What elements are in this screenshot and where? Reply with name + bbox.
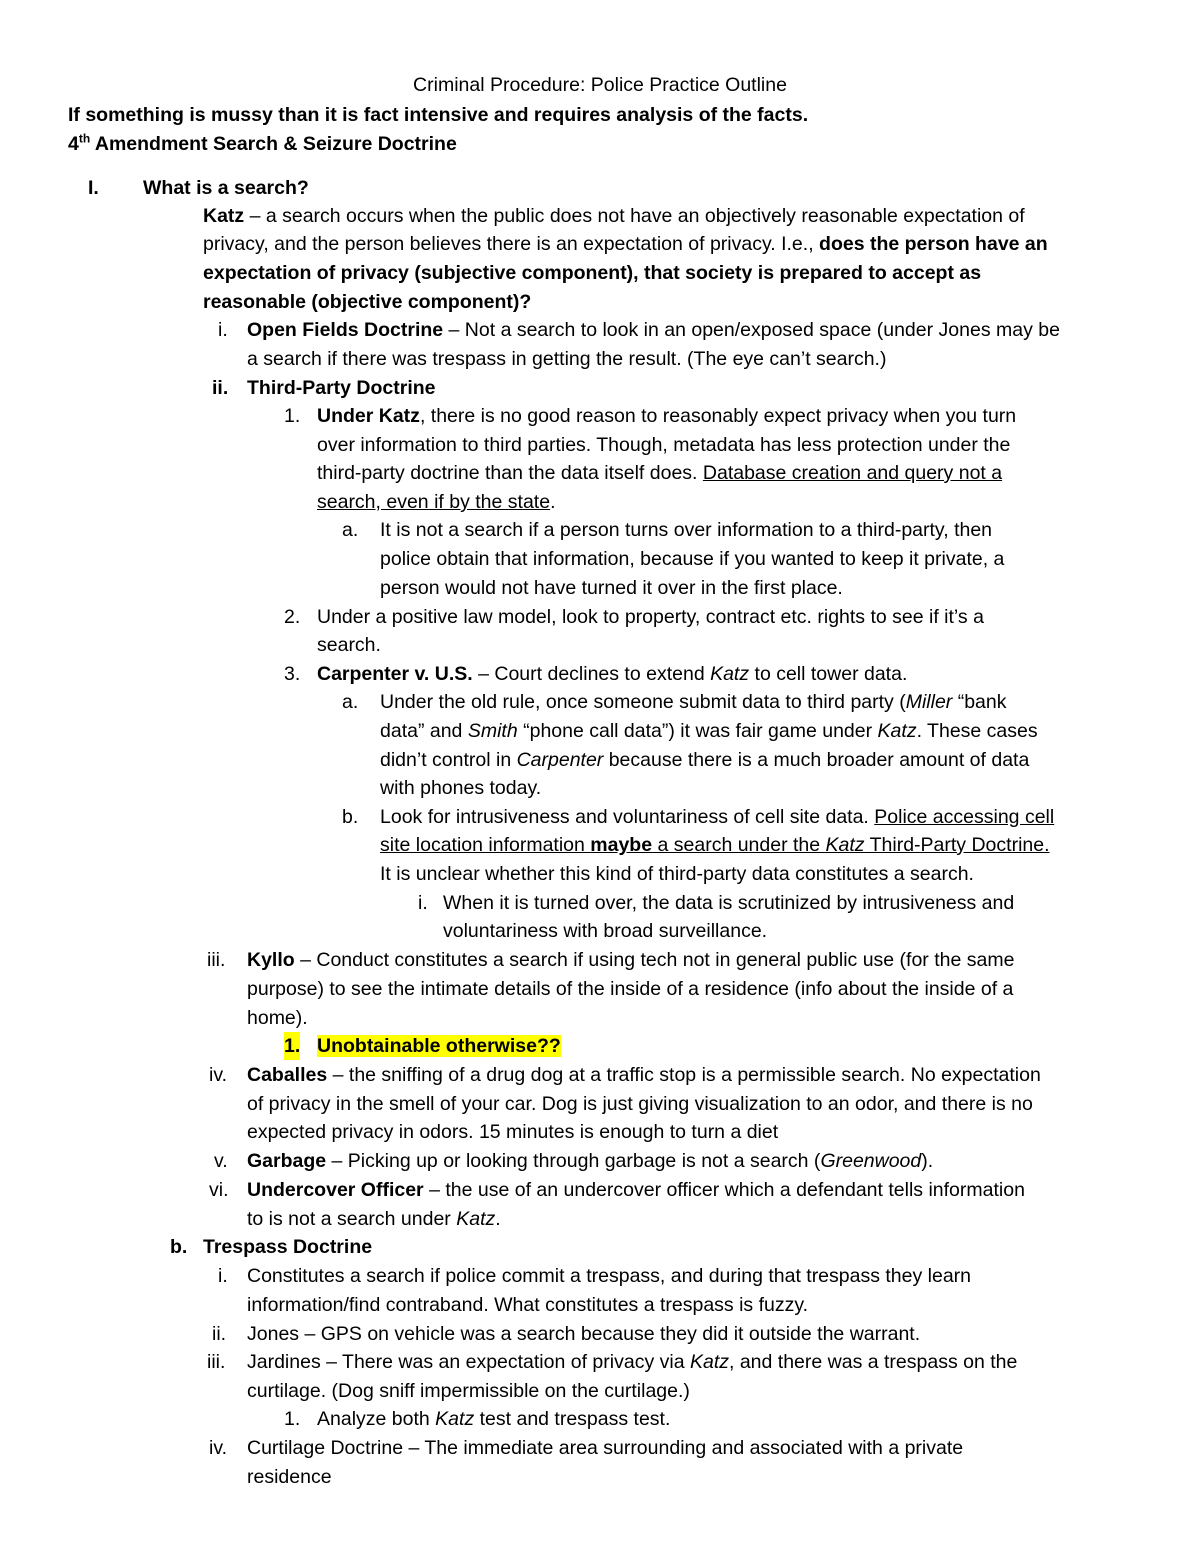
text-run: a search under the (652, 834, 826, 856)
text-run: – a search occurs when the public does not have an objectively reasonable expectation of (244, 205, 1025, 227)
line-text (203, 259, 981, 287)
text-run: . These cases (916, 720, 1038, 742)
outline-line (0, 860, 1200, 888)
outline-line (0, 1463, 1200, 1491)
outline-line (0, 545, 1200, 573)
line-text (247, 316, 1060, 344)
line-text (317, 431, 1010, 459)
line-text (247, 374, 436, 402)
outline-line (0, 202, 1200, 230)
line-text (247, 1463, 332, 1491)
text-run: Carpenter v. U.S. (317, 663, 473, 685)
text-run: “bank (952, 691, 1007, 713)
text-run: Curtilage Doctrine – The immediate area surrounding and associated with a private (247, 1437, 964, 1459)
outline-line (0, 946, 1200, 974)
outline-line (0, 889, 1200, 917)
text-run: Police accessing cell (874, 806, 1055, 828)
line-text (317, 631, 381, 659)
line-text (143, 174, 309, 202)
text-run: Smith (467, 720, 518, 742)
outline-line (0, 1118, 1200, 1146)
line-text (380, 774, 541, 802)
outline-line (0, 1090, 1200, 1118)
line-text (247, 1434, 963, 1462)
line-text (247, 345, 886, 373)
heading-post: Amendment Search & Seizure Doctrine (90, 133, 457, 155)
list-marker: 3. (284, 663, 301, 685)
outline-line (0, 660, 1200, 688)
line-text (317, 603, 984, 631)
outline-line (0, 374, 1200, 402)
list-marker: i. (218, 319, 228, 341)
text-run: Unobtainable otherwise?? (317, 1035, 561, 1057)
outline-line (0, 975, 1200, 1003)
text-run: of privacy in the smell of your car. Dog is just giving visualization to an odor, and there is no (247, 1093, 1033, 1115)
text-run: Under the old rule, once someone submit data to third party ( (380, 691, 906, 713)
list-marker: iii. (207, 949, 226, 971)
outline-line (0, 746, 1200, 774)
heading-pre: 4 (68, 133, 79, 155)
text-run: didn’t control in (380, 749, 517, 771)
line-text (380, 545, 1004, 573)
list-marker: 1. (284, 405, 301, 427)
text-run: to is not a search under (247, 1208, 457, 1230)
text-run: , and there was a trespass on the (729, 1351, 1018, 1373)
text-run: home). (247, 1007, 308, 1029)
line-text (380, 860, 974, 888)
intro-text: If something is mussy than it is fact intensive and requires analysis of the facts. (68, 104, 809, 126)
outline-line (0, 831, 1200, 859)
text-run: Under a positive law model, look to property, contract etc. rights to see if it’s a (317, 606, 984, 628)
outline-line (0, 803, 1200, 831)
text-run: a search if there was trespass in getting the result. (The eye can’t search.) (247, 348, 887, 370)
text-run: , there is no good reason to reasonably expect privacy when you turn (419, 405, 1017, 427)
text-run: third-party doctrine than the data itself does. (317, 462, 703, 484)
list-marker: 2. (284, 606, 301, 628)
text-run: When it is turned over, the data is scrutinized by intrusiveness and (443, 892, 1015, 914)
text-run: police obtain that information, because if you wanted to keep it private, a (380, 548, 1005, 570)
text-run: Jones – GPS on vehicle was a search because they did it outside the warrant. (247, 1323, 921, 1345)
text-run: ). (921, 1150, 934, 1172)
outline-line (0, 230, 1200, 258)
text-run: reasonable (objective component)? (203, 291, 532, 313)
line-text (247, 975, 1013, 1003)
text-run: Katz (825, 834, 865, 856)
list-marker: I. (88, 177, 99, 199)
text-run: – the sniffing of a drug dog at a traffic stop is a permissible search. No expectation (327, 1064, 1041, 1086)
line-text (317, 1405, 670, 1433)
outline-line (0, 1147, 1200, 1175)
text-run: privacy, and the person believes there is an expectation of privacy. I.e., (203, 233, 820, 255)
text-run: Jardines – There was an expectation of privacy via (247, 1351, 690, 1373)
text-run: Third-Party Doctrine. (864, 834, 1050, 856)
outline-line (0, 174, 1200, 202)
line-text (380, 717, 1038, 745)
text-run: It is unclear whether this kind of third-party data constitutes a search. (380, 863, 974, 885)
outline-line (0, 402, 1200, 430)
text-run: site location information (380, 834, 591, 856)
text-run: search, even if by the state (317, 491, 551, 513)
outline-line (0, 688, 1200, 716)
list-marker: i. (418, 892, 428, 914)
text-run: information/find contraband. What constitutes a trespass is fuzzy. (247, 1294, 809, 1316)
outline-line (0, 603, 1200, 631)
line-text (247, 1176, 1025, 1204)
line-text (203, 288, 531, 316)
list-marker: 1. (284, 1032, 300, 1060)
line-text (247, 946, 1014, 974)
line-text (247, 1348, 1017, 1376)
outline-line (0, 1405, 1200, 1433)
text-run: Third-Party Doctrine (247, 377, 436, 399)
line-text (380, 574, 843, 602)
text-run: – Court declines to extend (472, 663, 711, 685)
text-run: It is not a search if a person turns over information to a third-party, then (380, 519, 993, 541)
text-run: What is a search? (143, 177, 309, 199)
text-run: Katz (435, 1408, 475, 1430)
outline-line (0, 1205, 1200, 1233)
outline-line (0, 917, 1200, 945)
outline-line (0, 1434, 1200, 1462)
text-run: expected privacy in odors. 15 minutes is enough to turn a diet (247, 1121, 779, 1143)
text-run: Open Fields Doctrine (247, 319, 444, 341)
list-marker: ii. (212, 377, 229, 399)
list-marker: b. (342, 806, 359, 828)
title-text: Criminal Procedure: Police Practice Outline (413, 74, 787, 96)
outline-line (0, 774, 1200, 802)
outline-line (0, 1004, 1200, 1032)
list-marker: ii. (212, 1323, 227, 1345)
outline-line (0, 516, 1200, 544)
text-run: data” and (380, 720, 468, 742)
outline-line (0, 717, 1200, 745)
text-run: person would not have turned it over in the first place. (380, 577, 843, 599)
line-text (247, 1147, 933, 1175)
text-run: “phone call data”) it was fair game under (517, 720, 878, 742)
text-run: Katz (877, 720, 917, 742)
outline-line (0, 345, 1200, 373)
text-run: Greenwood (820, 1150, 922, 1172)
outline-line (0, 431, 1200, 459)
outline-line (0, 1233, 1200, 1261)
text-run: test and trespass test. (474, 1408, 671, 1430)
outline-line (0, 488, 1200, 516)
text-run: search. (317, 634, 381, 656)
list-marker: 1. (284, 1408, 301, 1430)
text-run: does the person have an (819, 233, 1048, 255)
line-text (380, 803, 1054, 831)
line-text (317, 459, 1002, 487)
line-text (247, 1262, 971, 1290)
text-run: expectation of privacy (subjective component), that society is prepared to accept as (203, 262, 982, 284)
list-marker: v. (214, 1150, 228, 1172)
text-run: Constitutes a search if police commit a trespass, and during that trespass they learn (247, 1265, 972, 1287)
outline-line (0, 459, 1200, 487)
list-marker: a. (342, 691, 359, 713)
outline-line (0, 574, 1200, 602)
outline-line (0, 288, 1200, 316)
text-run: because there is a much broader amount of data (603, 749, 1030, 771)
line-text (443, 889, 1014, 917)
section-heading (68, 130, 457, 158)
line-text (380, 746, 1029, 774)
text-run: Kyllo (247, 949, 295, 971)
text-run: maybe (590, 834, 653, 856)
text-run: with phones today. (380, 777, 542, 799)
text-run: Katz (689, 1351, 729, 1373)
text-run: . (495, 1208, 501, 1230)
line-text (247, 1291, 808, 1319)
line-text (380, 831, 1050, 859)
intro-line (68, 101, 808, 129)
text-run: Miller (905, 691, 953, 713)
outline-line (0, 1032, 1200, 1060)
text-run: – Conduct constitutes a search if using tech not in general public use (for the same (294, 949, 1015, 971)
outline-line (0, 631, 1200, 659)
text-run: – Not a search to look in an open/exposed space (under Jones may be (443, 319, 1060, 341)
line-text (247, 1205, 501, 1233)
text-run: – Picking up or looking through garbage is not a search ( (326, 1150, 821, 1172)
outline-line (0, 1262, 1200, 1290)
text-run: curtilage. (Dog sniff impermissible on the curtilage.) (247, 1380, 690, 1402)
line-text (203, 1233, 372, 1261)
outline-line (0, 1320, 1200, 1348)
line-text (380, 516, 992, 544)
text-run: . (550, 491, 556, 513)
list-marker: a. (342, 519, 359, 541)
list-marker: vi. (209, 1179, 229, 1201)
list-marker: iv. (209, 1064, 228, 1086)
text-run: Database creation and query not a (702, 462, 1003, 484)
text-run: over information to third parties. Though, metadata has less protection under the (317, 434, 1011, 456)
text-run: Caballes (247, 1064, 328, 1086)
outline-line (0, 1291, 1200, 1319)
text-run: Undercover Officer (247, 1179, 424, 1201)
text-run: Analyze both (317, 1408, 436, 1430)
line-text (317, 660, 907, 688)
text-run: Under Katz (317, 405, 420, 427)
heading-sup: th (78, 131, 91, 146)
line-text (247, 1004, 308, 1032)
text-run: purpose) to see the intimate details of the inside of a residence (info about the inside of a (247, 978, 1014, 1000)
line-text (247, 1061, 1041, 1089)
line-text (317, 488, 555, 516)
line-text (247, 1377, 690, 1405)
outline-line (0, 1348, 1200, 1376)
line-text (203, 230, 1048, 258)
text-run: Trespass Doctrine (203, 1236, 373, 1258)
text-run: Katz (456, 1208, 496, 1230)
line-text (203, 202, 1025, 230)
text-run: Katz (710, 663, 750, 685)
text-run: voluntariness with broad surveillance. (443, 920, 768, 942)
text-run: residence (247, 1466, 332, 1488)
line-text (443, 917, 767, 945)
outline-line (0, 1176, 1200, 1204)
text-run: Carpenter (516, 749, 604, 771)
list-marker: i. (218, 1265, 228, 1287)
line-text (317, 402, 1016, 430)
list-marker: iii. (207, 1351, 226, 1373)
text-run: – the use of an undercover officer which a defendant tells information (423, 1179, 1025, 1201)
list-marker: b. (170, 1236, 188, 1258)
line-text (380, 688, 1007, 716)
document-title (0, 71, 1200, 99)
list-marker: iv. (209, 1437, 228, 1459)
line-text (247, 1090, 1033, 1118)
line-text (317, 1032, 561, 1060)
outline-line (0, 316, 1200, 344)
outline-line (0, 1061, 1200, 1089)
text-run: Garbage (247, 1150, 327, 1172)
text-run: Look for intrusiveness and voluntariness of cell site data. (380, 806, 875, 828)
outline-line (0, 1377, 1200, 1405)
text-run: Katz (203, 205, 245, 227)
line-text (247, 1320, 920, 1348)
text-run: to cell tower data. (749, 663, 908, 685)
line-text (247, 1118, 778, 1146)
outline-line (0, 259, 1200, 287)
